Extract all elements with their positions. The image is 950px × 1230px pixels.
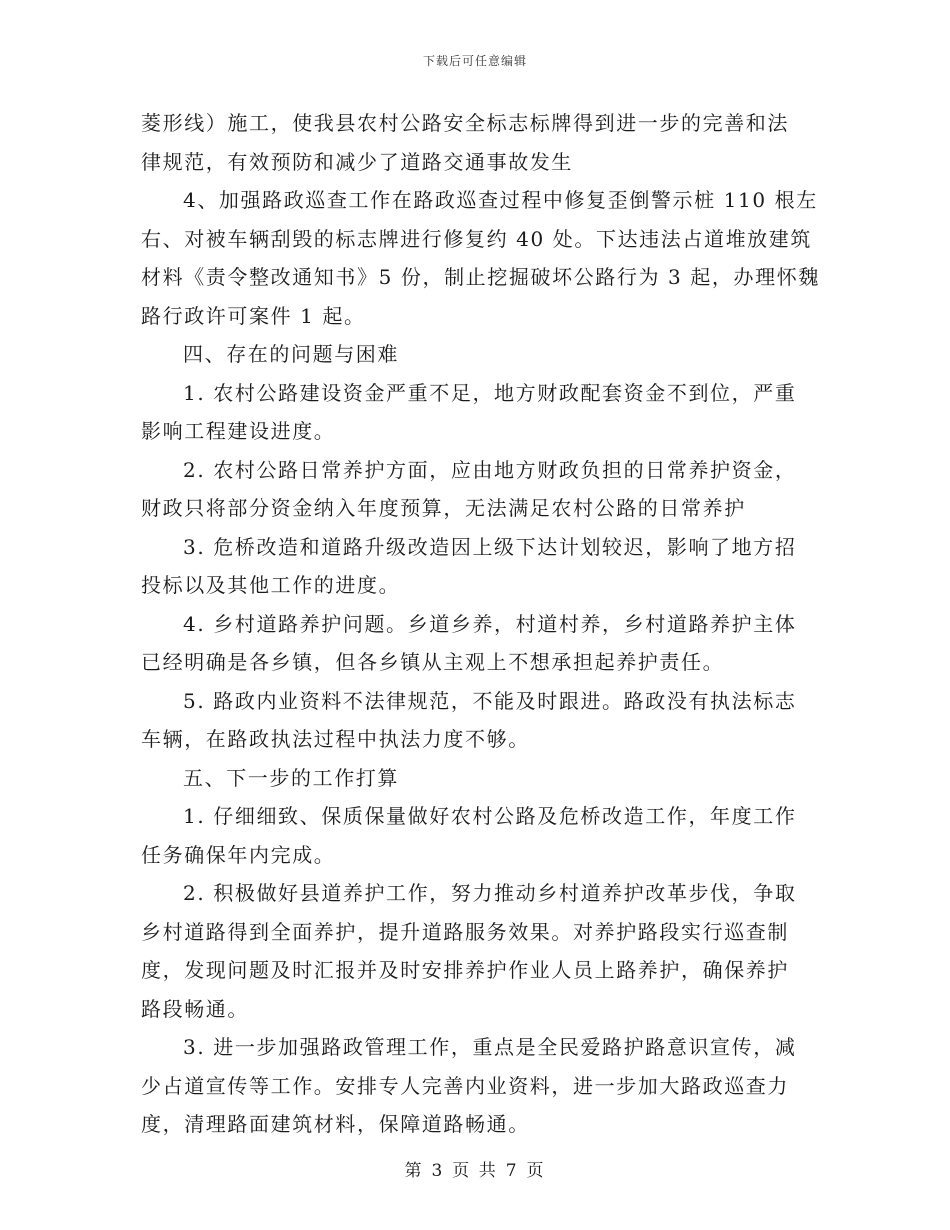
text-line: 4. 乡村道路养护问题。乡道乡养，村道村养，乡村道路养护主体 <box>183 611 797 636</box>
text-line: 乡村道路得到全面养护，提升道路服务效果。对养护路段实行巡查制 <box>141 919 789 944</box>
text-line: 3. 进一步加强路政管理工作，重点是全民爱路护路意识宣传，减 <box>183 1035 797 1059</box>
text-line: 影响工程建设进度。 <box>141 419 336 443</box>
section-heading: 四、存在的问题与困难 <box>183 342 399 366</box>
text-line: 车辆，在路政执法过程中执法力度不够。 <box>141 727 530 751</box>
section-heading: 五、下一步的工作打算 <box>183 765 399 790</box>
page-header: 下载后可任意编辑 <box>422 54 527 68</box>
footer-suffix: 页 <box>526 1161 546 1181</box>
text-line: 1. 仔细细致、保质保量做好农村公路及危桥改造工作，年度工作 <box>183 804 797 828</box>
document-body <box>141 104 820 1144</box>
current-page-number: 3 <box>431 1161 445 1181</box>
text-line: 已经明确是各乡镇，但各乡镇从主观上不想承担起养护责任。 <box>141 650 725 674</box>
footer-prefix: 第 <box>404 1161 424 1181</box>
text-line: 1. 农村公路建设资金严重不足，地方财政配套资金不到位，严重 <box>183 380 797 405</box>
text-line: 4、加强路政巡查工作在路政巡查过程中修复歪倒警示桩 110 根左 <box>183 188 818 212</box>
text-line: 2. 积极做好县道养护工作，努力推动乡村道养护改革步伐，争取 <box>183 881 797 905</box>
text-line: 5. 路政内业资料不法律规范，不能及时跟进。路政没有执法标志 <box>183 688 797 713</box>
text-line: 财政只将部分资金纳入年度预算，无法满足农村公路的日常养护 <box>141 496 746 520</box>
text-line: 菱形线）施工，使我县农村公路安全标志标牌得到进一步的完善和法 <box>141 111 789 135</box>
text-line: 少占道宣传等工作。安排专人完善内业资料，进一步加大路政巡查力 <box>141 1073 789 1098</box>
text-line: 右、对被车辆刮毁的标志牌进行修复约 40 处。下达违法占道堆放建筑 <box>141 226 812 251</box>
text-line: 度，发现问题及时汇报并及时安排养护作业人员上路养护，确保养护 <box>141 958 789 982</box>
text-line: 度，清理路面建筑材料，保障道路畅通。 <box>141 1112 530 1136</box>
text-line: 投标以及其他工作的进度。 <box>141 573 401 597</box>
text-line: 3. 危桥改造和道路升级改造因上级下达计划较迟，影响了地方招 <box>183 534 797 559</box>
text-line: 路行政许可案件 1 起。 <box>141 303 366 328</box>
page-footer <box>0 1156 950 1181</box>
text-line: 任务确保年内完成。 <box>141 842 336 867</box>
text-line: 材料《责令整改通知书》5 份，制止挖掘破坏公路行为 3 起，办理怀魏 <box>141 265 820 289</box>
total-pages-number: 7 <box>505 1161 519 1181</box>
footer-middle: 页 共 <box>452 1161 498 1181</box>
text-line: 律规范，有效预防和减少了道路交通事故发生 <box>141 149 573 174</box>
text-line: 路段畅通。 <box>141 996 249 1021</box>
text-line: 2. 农村公路日常养护方面，应由地方财政负担的日常养护资金， <box>183 457 797 482</box>
